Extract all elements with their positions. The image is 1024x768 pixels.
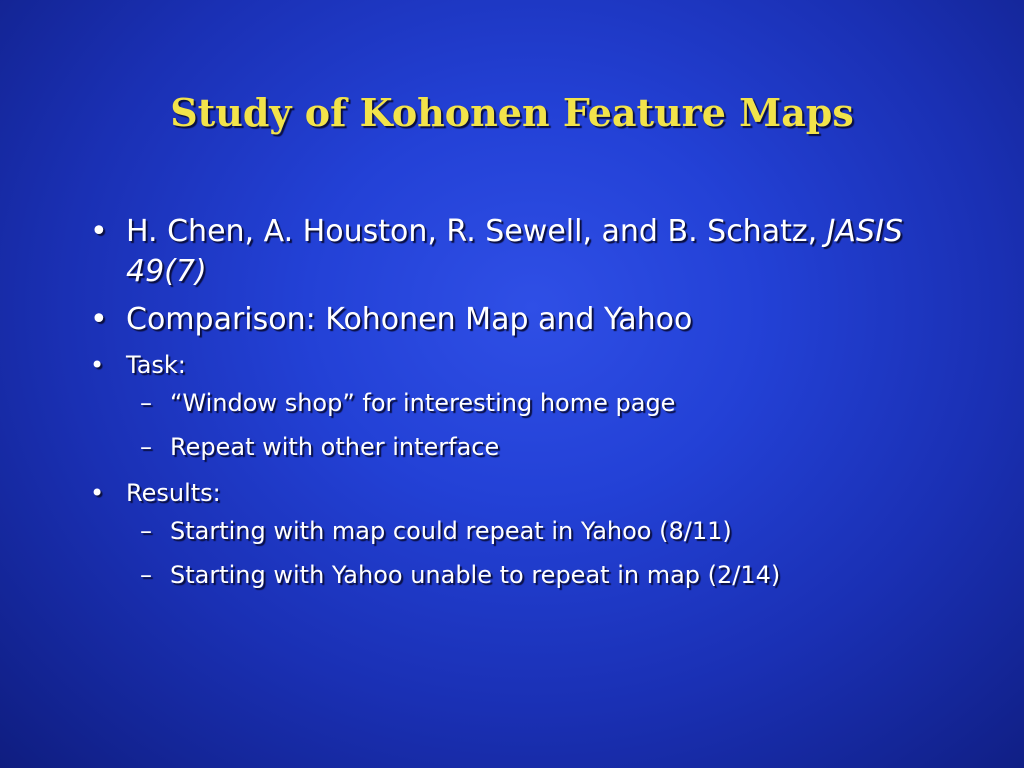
bullet-comparison <box>90 300 930 340</box>
bullet-marker: • <box>90 214 108 249</box>
results-subitem-yahoo-first <box>90 560 930 590</box>
subitem-text: Starting with Yahoo unable to repeat in map (2/14) <box>170 561 781 589</box>
subitem-text: Repeat with other interface <box>170 433 500 461</box>
dash-marker: – <box>140 389 152 417</box>
bullet-citation <box>90 212 930 292</box>
bullet-marker: • <box>90 479 105 507</box>
comparison-text: Comparison: Kohonen Map and Yahoo <box>126 302 693 337</box>
bullet-marker: • <box>90 302 108 337</box>
results-subitem-map-first <box>90 516 930 546</box>
slide-title: Study of Kohonen Feature Maps <box>170 90 854 135</box>
results-label: Results: <box>126 479 221 507</box>
dash-marker: – <box>140 517 152 545</box>
task-subitem-window-shop <box>90 388 930 418</box>
bullet-marker: • <box>90 351 105 379</box>
dash-marker: – <box>140 561 152 589</box>
subitem-text: “Window shop” for interesting home page <box>170 389 676 417</box>
dash-marker: – <box>140 433 152 461</box>
subitem-text: Starting with map could repeat in Yahoo (8/11) <box>170 517 732 545</box>
citation-authors: H. Chen, A. Houston, R. Sewell, and B. Schatz, <box>126 214 827 249</box>
citation-journal: JASIS 49(7) <box>126 214 903 289</box>
task-subitem-repeat <box>90 432 930 462</box>
bullet-list <box>90 212 930 604</box>
bullet-task <box>90 348 930 382</box>
bullet-results <box>90 476 930 510</box>
task-label: Task: <box>126 351 186 379</box>
